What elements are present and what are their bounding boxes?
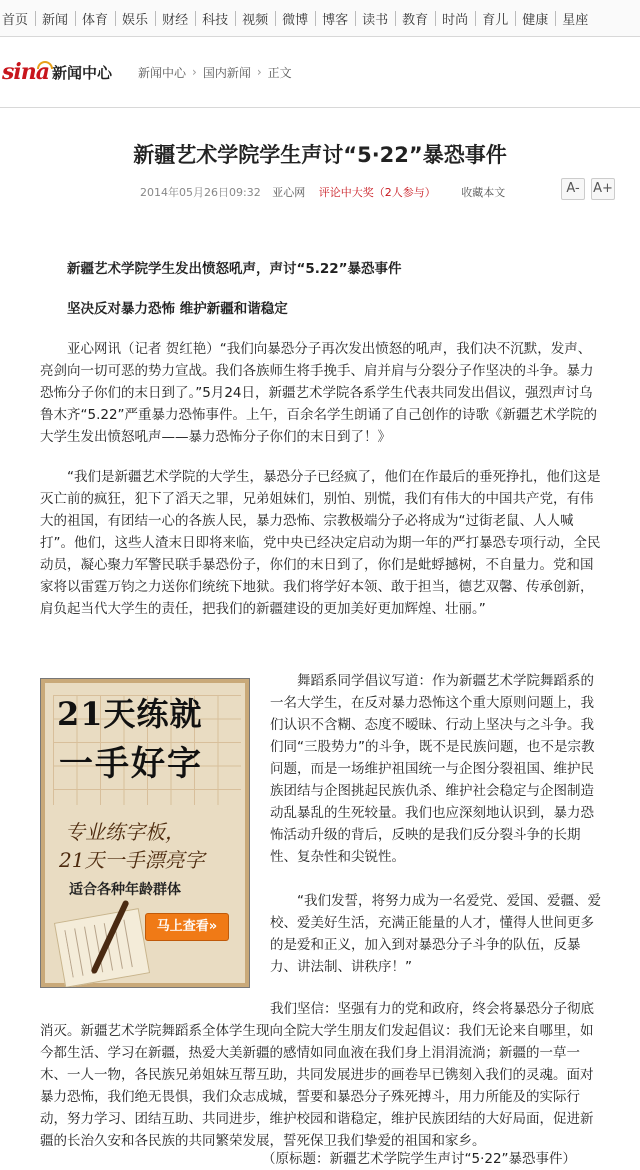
article-date: 2014年05月26日09:32 [140,186,261,199]
nav-item-12[interactable]: 育儿 [475,9,515,28]
paragraph-5 [40,998,601,1152]
top-navigation [0,0,640,37]
lead-line-1: 新疆艺术学院学生发出愤怒吼声，声讨“5.22”暴恐事件 [67,261,402,277]
ad-subline-2: 21天一手漂亮字 [59,848,205,872]
nav-item-6[interactable]: 视频 [235,9,275,28]
nav-item-3[interactable]: 娱乐 [115,9,155,28]
nav-item-14[interactable]: 星座 [555,9,595,28]
favorite-link[interactable]: 收藏本文 [461,186,506,199]
article-title: 新疆艺术学院学生声讨“5·22”暴恐事件 [133,143,507,167]
nav-item-0[interactable]: 首页 [2,12,29,28]
sina-logo[interactable] [2,59,112,85]
ad-headline-1: 21天练就 [57,695,203,733]
nav-item-4[interactable]: 财经 [155,9,195,28]
nav-item-11[interactable]: 时尚 [435,9,475,28]
breadcrumb-item-current: 正文 [267,65,292,80]
paragraph-2: “我们是新疆艺术学院的大学生，暴恐分子已经疯了，他们在作最后的垂死挣扎，他们这是灭亡前的疯狂，犯下了滔天之罪，兄弟姐妹们，别怕、别慌，我们有伟大的中国共产党，有伟大的祖国，有团结一心的各族人民，暴力恐怖、宗教极端分子必将成为“过街老鼠、人人喊打”。他们，这些人渣末日即将来临，党中央已经决定启动为期一年的严打暴恐专项行动，全民动员，凝心聚力军警民联手暴恐份子，你们的末日到了，你们是蚍蜉撼树，不自量力。党和国家将以雷霆万钧之力送你们统统下地狱。我们将学好本领、敢于担当，德艺双馨、传承创新，肩负起当代大学生的责任，把我们的新疆建设的更加美好更加辉煌、壮丽。” [40,469,601,617]
ad-tagline: 适合各种年龄群体 [69,882,181,898]
site-name: 新闻中心 [52,64,113,82]
nav-item-1[interactable]: 新闻 [35,9,75,28]
font-larger-button[interactable]: A+ [591,178,615,200]
comment-link[interactable] [319,186,436,199]
nav-item-7[interactable]: 微博 [275,9,315,28]
article-meta [0,172,640,218]
nav-item-10[interactable]: 教育 [395,9,435,28]
original-title: （原标题：新疆艺术学院学生声讨“5·22”暴恐事件） [262,1151,577,1167]
nav-item-9[interactable]: 读书 [355,9,395,28]
ad-background [45,683,245,983]
paragraph-1: 亚心网讯（记者 贺红艳）“我们向暴恐分子再次发出愤怒的吼声，我们决不沉默，发声、亮剑向一切可恶的势力宣战。我们各族师生将手挽手、肩并肩与分裂分子作坚决的斗争。暴力恐怖分子你们的末日到了。”5月24日，新疆艺术学院各系学生代表共同发出倡议，强烈声讨乌鲁木齐“5.22”严重暴力恐怖事件。上午，百余名学生朗诵了自己创作的诗歌《新疆艺术学院的大学生发出愤怒吼声——暴力恐怖分子你们的末日到了！》 [40,341,598,445]
ad-view-button[interactable]: 马上查看» [145,913,229,941]
breadcrumb-item-news-center[interactable]: 新闻中心 [138,65,187,80]
nav-item-8[interactable]: 博客 [315,9,355,28]
nav-item-13[interactable]: 健康 [515,9,555,28]
calligraphy-ad[interactable] [40,678,250,988]
sina-eye-icon [37,61,51,73]
ad-headline-2: 一手好字 [59,744,203,784]
breadcrumb-separator-icon: › [192,65,197,79]
paragraph-4: “我们发誓，将努力成为一名爱党、爱国、爱疆、爱校、爱美好生活，充满正能量的人才，懂得人世间更多的是爱和正义，加入到对暴恐分子斗争的队伍，反暴力、讲法制、讲秩序！” [270,893,601,975]
nav-item-5[interactable]: 科技 [195,9,235,28]
sina-logo-text: sina [2,59,49,85]
nav-item-2[interactable]: 体育 [75,9,115,28]
comment-count: （2人参与） [373,186,436,199]
paragraph-5-text: 我们坚信：坚强有力的党和政府，终会将暴恐分子彻底消灭。新疆艺术学院舞蹈系全体学生现向全院大学生朋友们发起倡议：我们无论来自哪里，如今都生活、学习在新疆，热爱大美新疆的感情如同血液在我们身上涓涓流淌；新疆的一草一木、一人一物，各民族兄弟姐妹互帮互助，共同发展进步的画卷早已镌刻入我们的灵魂。面对暴力恐怖，我们绝无畏惧，我们众志成城，誓要和暴恐分子殊死搏斗，用力所能及的实际行动，努力学习、团结互助、共同进步，维护校园和谐稳定，维护民族团结的大好局面，促进新疆的长治久安和各民族的共同繁荣发展，誓死保卫我们挚爱的祖国和家乡。 [40,1001,594,1149]
breadcrumb [138,64,292,81]
article-source[interactable]: 亚心网 [272,186,306,199]
breadcrumb-item-domestic[interactable]: 国内新闻 [202,65,251,80]
font-smaller-button[interactable]: A- [561,178,585,200]
comment-label: 评论中大奖 [318,186,374,199]
lead-line-2: 坚决反对暴力恐怖 维护新疆和谐稳定 [67,301,288,317]
breadcrumb-separator-icon: › [256,65,262,79]
brand-bar [0,37,640,108]
paragraph-3: 舞蹈系同学倡议写道：作为新疆艺术学院舞蹈系的一名大学生，在反对暴力恐怖这个重大原则问题上，我们认识不含糊、态度不暧昧、行动上坚决与之斗争。我们同“三股势力”的斗争，既不是民族问题，也不是宗教问题，而是一场维护祖国统一与企图分裂祖国、维护民族团结与企图挑起民族仇杀、维护社会稳定与企图制造动乱暴乱的生死较量。我们也应深刻地认识到，暴力恐怖活动升级的背后，反映的是我们反分裂斗争的长期性、复杂性和尖锐性。 [270,673,595,865]
ad-subline-1: 专业练字板， [65,820,185,844]
